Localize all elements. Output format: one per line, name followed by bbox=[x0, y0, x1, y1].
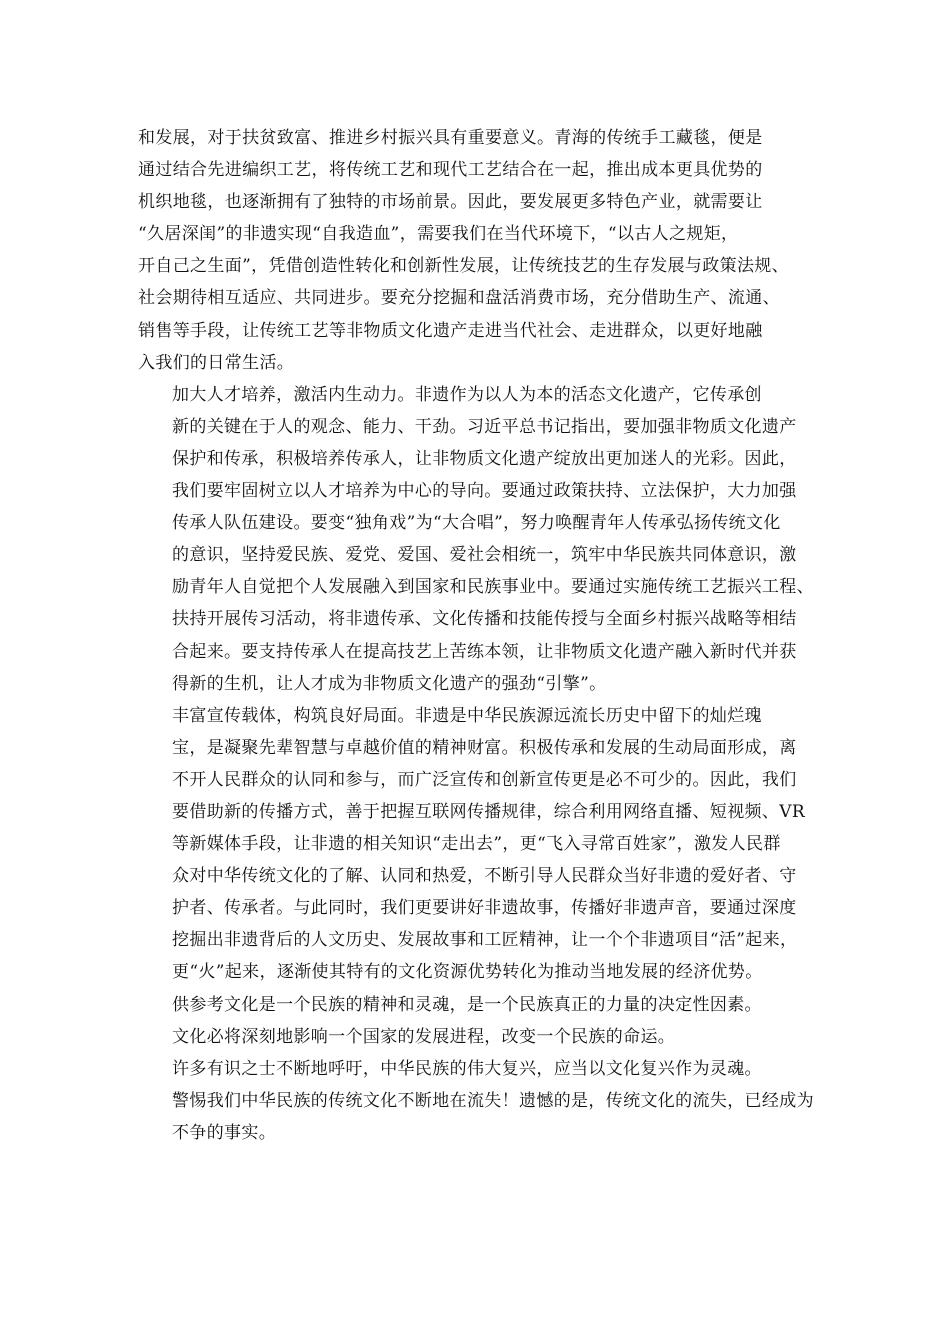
text-line: 不争的事实。 bbox=[172, 1122, 277, 1143]
text-line: 和发展，对于扶贫致富、推进乡村振兴具有重要意义。青海的传统手工藏毯，便是 bbox=[138, 128, 763, 148]
text-line: 丰富宣传载体，构筑良好局面。非遗是中华民族源远流长历史中留下的灿烂瑰 bbox=[172, 705, 762, 726]
paragraph-cultural-revival bbox=[138, 1053, 834, 1149]
text-line: 加大人才培养，激活内生动力。非遗作为以人为本的活态文化遗产，它传承创 bbox=[172, 384, 762, 405]
text-line: 的意识，坚持爱民族、爱党、爱国、爱社会相统一，筑牢中华民族共同体意识，激 bbox=[172, 545, 797, 566]
paragraph-promotion bbox=[138, 700, 834, 989]
paragraph-culture-soul bbox=[138, 989, 834, 1053]
text-line: 机织地毯，也逐渐拥有了独特的市场前景。因此，要发展更多特色产业，就需要让 bbox=[138, 192, 763, 213]
text-line: 众对中华传统文化的了解、认同和热爱，不断引导人民群众当好非遗的爱好者、守 bbox=[172, 866, 797, 887]
text-line: 励青年人自觉把个人发展融入到国家和民族事业中。要通过实施传统工艺振兴工程、 bbox=[172, 577, 814, 598]
paragraph-development bbox=[138, 122, 834, 379]
text-line: 合起来。要支持传承人在提高技艺上苦练本领，让非物质文化遗产融入新时代并获 bbox=[172, 641, 797, 662]
text-line: 更“火”起来，逐渐使其特有的文化资源优势转化为推动当地发展的经济优势。 bbox=[172, 962, 763, 983]
text-line: 许多有识之士不断地呼吁，中华民族的伟大复兴，应当以文化复兴作为灵魂。 bbox=[172, 1058, 762, 1079]
text-line: 开自己之生面”，凭借创造性转化和创新性发展，让传统技艺的生存发展与政策法规、 bbox=[138, 256, 789, 277]
text-line: 新的关键在于人的观念、能力、干劲。习近平总书记指出，要加强非物质文化遗产 bbox=[172, 416, 797, 437]
text-line: 护者、传承者。与此同时，我们更要讲好非遗故事，传播好非遗声音，要通过深度 bbox=[172, 898, 797, 919]
text-line: 通过结合先进编织工艺，将传统工艺和现代工艺结合在一起，推出成本更具优势的 bbox=[138, 160, 763, 181]
text-line: 要借助新的传播方式，善于把握互联网传播规律，综合利用网络直播、短视频、VR bbox=[172, 801, 806, 822]
text-line: 销售等手段，让传统工艺等非物质文化遗产走进当代社会、走进群众，以更好地融 bbox=[138, 320, 763, 341]
text-line: 我们要牢固树立以人才培养为中心的导向。要通过政策扶持、立法保护，大力加强 bbox=[172, 481, 797, 502]
text-line: 得新的生机，让人才成为非物质文化遗产的强劲“引擎”。 bbox=[172, 673, 607, 694]
text-line: 入我们的日常生活。 bbox=[138, 352, 295, 373]
text-line: 不开人民群众的认同和参与，而广泛宣传和创新宣传更是必不可少的。因此，我们 bbox=[172, 769, 797, 790]
text-line: 传承人队伍建设。要变“独角戏”为“大合唱”，努力唤醒青年人传承弘扬传统文化 bbox=[172, 513, 781, 534]
text-line: 扶持开展传习活动，将非遗传承、文化传播和技能传授与全面乡村振兴战略等相结 bbox=[172, 609, 797, 630]
document-body bbox=[138, 122, 834, 1149]
text-line: “久居深闺”的非遗实现“自我造血”，需要我们在当代环境下，“以古人之规矩， bbox=[138, 224, 739, 245]
text-line: 保护和传承，积极培养传承人，让非物质文化遗产绽放出更加迷人的光彩。因此， bbox=[172, 448, 797, 469]
paragraph-talent-training bbox=[138, 379, 834, 700]
text-line: 宝，是凝聚先辈智慧与卓越价值的精神财富。积极传承和发展的生动局面形成，离 bbox=[172, 737, 797, 758]
text-line: 供参考文化是一个民族的精神和灵魂，是一个民族真正的力量的决定性因素。 bbox=[172, 994, 762, 1015]
text-line: 等新媒体手段，让非遗的相关知识“走出去”，更“飞入寻常百姓家”，激发人民群 bbox=[172, 834, 781, 855]
text-line: 挖掘出非遗背后的人文历史、发展故事和工匠精神，让一个个非遗项目“活”起来， bbox=[172, 930, 798, 951]
text-line: 警惕我们中华民族的传统文化不断地在流失！遗憾的是，传统文化的流失，已经成为 bbox=[172, 1090, 814, 1111]
text-line: 文化必将深刻地影响一个国家的发展进程，改变一个民族的命运。 bbox=[172, 1026, 676, 1047]
text-line: 社会期待相互适应、共同进步。要充分挖掘和盘活消费市场，充分借助生产、流通、 bbox=[138, 288, 780, 309]
